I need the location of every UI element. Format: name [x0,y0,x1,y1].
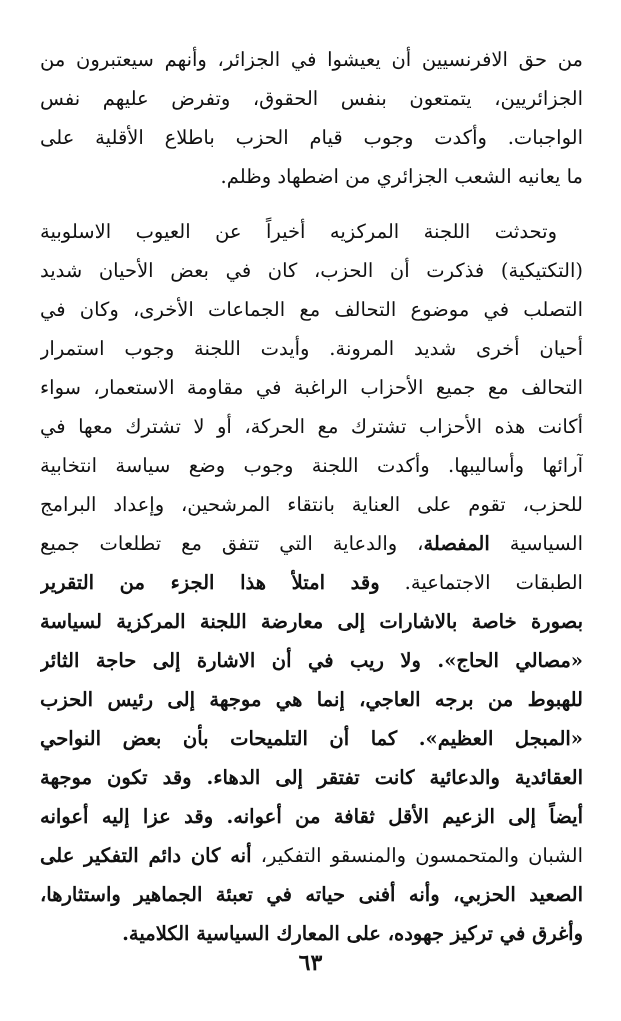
text-run: ، والدعاية التي تتفق مع تطلعات جميع [40,532,424,555]
text-run: «المبجل العظيم». [397,727,583,750]
bold-text-run: المفصلة [423,532,490,555]
text-line: التحالف مع جميع الأحزاب الراغبة في مقاومة الاستعمار، سواء [40,376,583,399]
text-line: أكانت هذه الأحزاب تشترك مع الحركة، أو لا تشترك معها في [40,415,583,438]
text-line [40,563,583,602]
bold-text-run: أنه كان دائم التفكير على [40,844,252,867]
text-line: الواجبات. وأكدت وجوب قيام الحزب باطلاع الأقلية على [40,126,583,149]
paragraph-2 [40,212,583,953]
text-run: السياسية [489,532,583,555]
text-line: ما يعانيه الشعب الجزائري من اضطهاد وظلم. [220,165,583,188]
text-run: الطبقات الاجتماعية. [379,571,583,594]
text-line: من حق الافرنسيين أن يعيشوا في الجزائر، وأنهم سيعتبرون من [40,48,583,71]
paragraph-1 [40,40,583,196]
text-line: بصورة خاصة بالاشارات إلى معارضة اللجنة المركزية لسياسة [40,610,583,633]
text-line: أيضاً إلى الزعيم الأقل ثقافة من أعوانه. وقد عزا إليه أعوانه [40,805,583,828]
text-line: وأغرق في تركيز جهوده، على المعارك السياسية الكلامية. [122,922,583,945]
text-line [40,524,583,563]
text-line: العقائدية والدعائية كانت تفتقر إلى الدهاء. وقد تكون موجهة [40,766,583,789]
bold-text-run: وقد امتلأ هذا الجزء من التقرير [40,571,380,594]
text-run: كما أن التلميحات بأن بعض النواحي [40,727,398,750]
text-line: (التكتيكية) فذكرت أن الحزب، كان في بعض الأحيان شديد [40,259,583,282]
text-line: للحزب، تقوم على العناية بانتقاء المرشحين، وإعداد البرامج [40,493,583,516]
text-line: أحيان أخرى شديد المرونة. وأيدت اللجنة وجوب استمرار [40,337,583,360]
text-line: للهبوط من برجه العاجي، إنما هي موجهة إلى رئيس الحزب [40,688,583,711]
text-line: وتحدثت اللجنة المركزيه أخيراً عن العيوب الاسلوبية [40,220,557,243]
text-line: «مصالي الحاج». ولا ريب في أن الاشارة إلى حاجة الثائر [40,649,583,672]
text-line: التصلب في موضوع التحالف مع الجماعات الأخرى، وكان في [40,298,583,321]
text-line [40,836,583,875]
page-number: ٦٣ [298,950,323,976]
text-line: الصعيد الحزبي، وأنه أفنى حياته في تعبئة الجماهير واستثارها، [40,883,583,906]
text-run: الشبان والمتحمسون والمنسقو التفكير، [251,844,583,867]
text-line [40,719,583,758]
text-line: آرائها وأساليبها. وأكدت اللجنة وجوب وضع سياسة انتخابية [40,454,583,477]
text-line: الجزائريين، يتمتعون بنفس الحقوق، وتفرض عليهم نفس [40,87,583,110]
